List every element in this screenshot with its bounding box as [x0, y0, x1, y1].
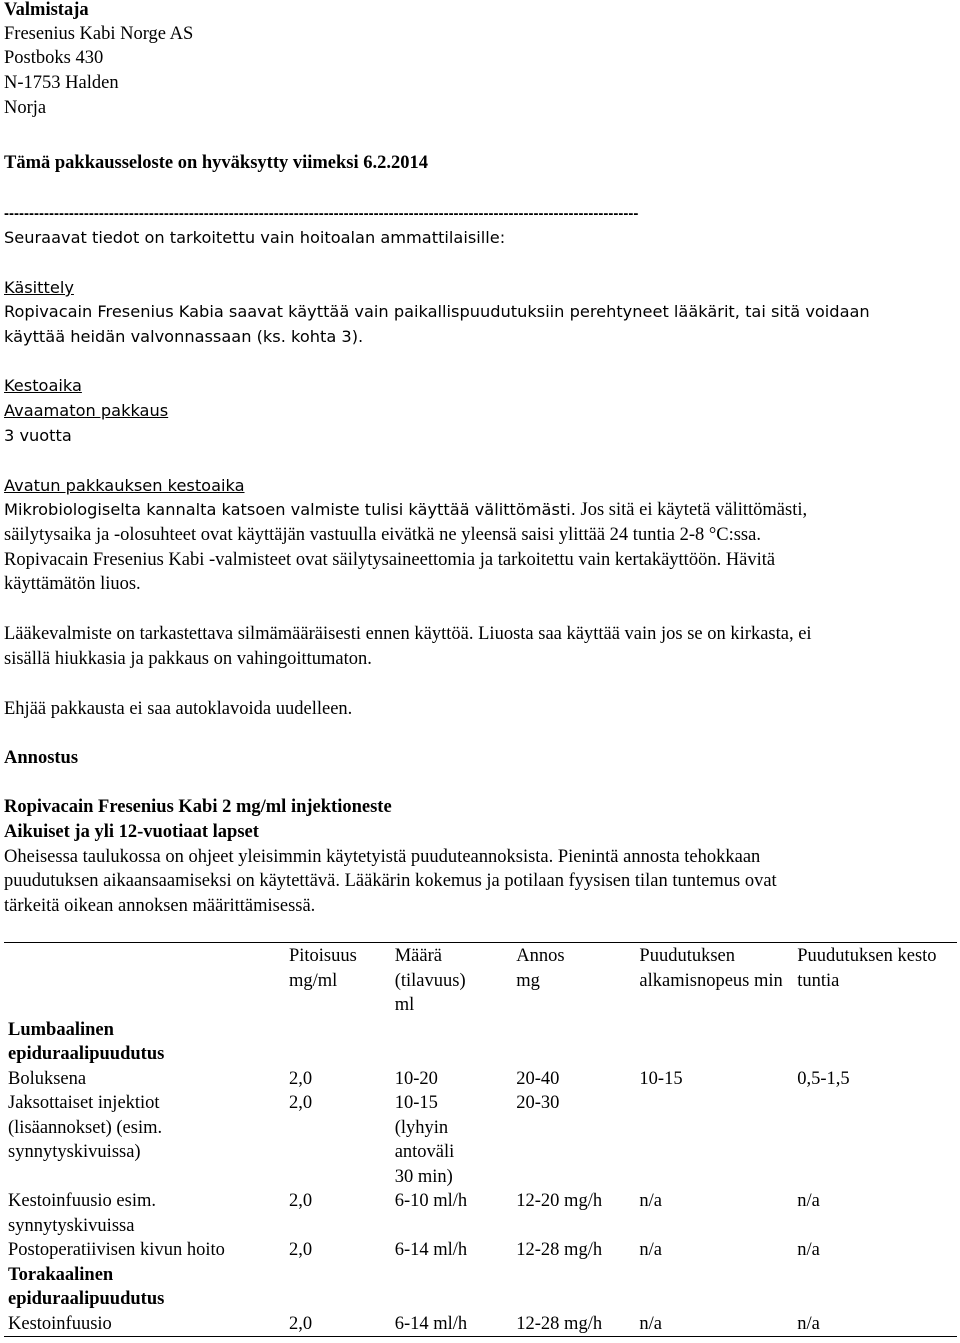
row-duration [797, 1091, 957, 1189]
header-duration [797, 943, 957, 1018]
opened-line-3: Ropivacain Fresenius Kabi -valmisteet ovat säilytysaineettomia ja tarkoitettu vain kertakäyttöön. Hävitä [4, 550, 776, 570]
row-concentration: 2,0 [288, 1313, 313, 1334]
row-label [4, 1091, 289, 1189]
row-volume-text: 10-15 (lyhyin antoväli 30 min) [394, 1093, 455, 1187]
row-concentration: 2,0 [288, 1191, 313, 1211]
section-label-lumbar-text: Lumbaalinen epiduraalipuudutus [8, 1019, 165, 1064]
table-row [4, 1312, 957, 1337]
table-row [4, 1091, 957, 1189]
row-onset: n/a [639, 1191, 663, 1211]
dosage-table [4, 942, 957, 1337]
row-onset [639, 1091, 797, 1189]
section-label-thoracic [4, 1263, 289, 1312]
shelf-life-heading: Kestoaika [4, 376, 82, 395]
row-concentration: 2,0 [288, 1068, 313, 1089]
table-row [4, 1067, 957, 1092]
dosage-heading: Annostus [4, 748, 79, 768]
approval-date: Tämä pakkausseloste on hyväksytty viimeksi 6.2.2014 [4, 153, 429, 173]
header-empty [4, 943, 289, 1018]
separator-line: ------------------------------------------------------------------------------------------------------------------------------- [4, 205, 639, 222]
header-onset [639, 943, 797, 1018]
row-dose: 12-20 mg/h [516, 1191, 603, 1211]
opened-line-1b: Jos sitä ei käytetä välittömästi, [575, 500, 808, 520]
header-dose-label: Annos mg [516, 946, 565, 991]
autoclave-note: Ehjää pakkausta ei saa autoklavoida uudelleen. [4, 699, 353, 719]
row-concentration: 2,0 [288, 1240, 313, 1260]
handling-heading: Käsittely [4, 278, 74, 297]
opened-line-1a: Mikrobiologiselta kannalta katsoen valmiste tulisi käyttää välittömästi. [4, 500, 576, 519]
row-onset: 10-15 [639, 1068, 683, 1089]
header-volume-label: Määrä (tilavuus) ml [394, 946, 466, 1015]
professional-intro: Seuraavat tiedot on tarkoitettu vain hoitoalan ammattilaisille: [4, 228, 506, 247]
row-volume [395, 1091, 517, 1189]
dosage-line-2: puudutuksen aikaansaamiseksi on käytettävä. Lääkärin kokemus ja potilaan fyysisen tilan tuntemus ovat [4, 871, 777, 891]
row-volume: 6-10 ml/h [394, 1191, 468, 1211]
section-row-thoracic [4, 1263, 957, 1312]
header-concentration-label: Pitoisuus mg/ml [288, 946, 357, 991]
row-duration: n/a [797, 1240, 820, 1260]
row-duration: 0,5-1,5 [797, 1068, 850, 1089]
row-onset: n/a [639, 1313, 663, 1334]
header-dose [516, 943, 639, 1018]
row-volume: 10-20 [394, 1068, 438, 1089]
row-dose: 20-30 [516, 1093, 560, 1113]
section-label-lumbar [4, 1018, 289, 1067]
row-label-text: Jaksottaiset injektiot (lisäannokset) (esim. synnytyskivuissa) [8, 1093, 163, 1162]
manufacturer-postbox: Postboks 430 [4, 48, 104, 68]
section-row-thoracic-empty [289, 1263, 957, 1312]
header-duration-label: Puudutuksen kesto tuntia [797, 946, 937, 991]
table-header-row [4, 943, 957, 1018]
dosage-line-3: tärkeitä oikean annoksen määrittämisessä. [4, 896, 316, 916]
row-concentration: 2,0 [288, 1093, 313, 1113]
inspection-line-2: sisällä hiukkasia ja pakkaus on vahingoittumaton. [4, 649, 372, 669]
inspection-line-1: Lääkevalmiste on tarkastettava silmämääräisesti ennen käyttöä. Liuosta saa käyttää vain jos se on kirkasta, ei [4, 624, 812, 644]
header-concentration [289, 943, 395, 1018]
dosage-line-1: Oheisessa taulukossa on ohjeet yleisimmin käytetyistä puuduteannoksista. Pienintä annosta tehokkaan [4, 847, 761, 867]
manufacturer-heading: Valmistaja [4, 0, 89, 20]
dosage-product: Ropivacain Fresenius Kabi 2 mg/ml injektioneste [4, 797, 392, 817]
row-onset: n/a [639, 1240, 663, 1260]
row-label [4, 1189, 289, 1238]
row-label-text: Kestoinfuusio esim. synnytyskivuissa [8, 1191, 156, 1236]
header-volume [395, 943, 517, 1018]
handling-text: Ropivacain Fresenius Kabia saavat käyttää vain paikallispuudutuksiin perehtyneet lääkärit, tai sitä voidaan käyttää heidän valvonnassaan (ks. kohta 3). [4, 302, 870, 346]
manufacturer-city: N-1753 Halden [4, 73, 119, 93]
header-onset-label: Puudutuksen alkamisnopeus min [639, 946, 783, 991]
row-duration: n/a [797, 1313, 820, 1334]
section-label-thoracic-text: Torakaalinen epiduraalipuudutus [8, 1264, 165, 1309]
row-dose: 12-28 mg/h [516, 1240, 603, 1260]
row-label: Boluksena [8, 1068, 87, 1089]
opened-line-1 [4, 498, 807, 523]
table-row [4, 1238, 957, 1263]
opened-heading: Avatun pakkauksen kestoaika [4, 476, 245, 495]
row-dose: 12-28 mg/h [516, 1313, 603, 1334]
manufacturer-name: Fresenius Kabi Norge AS [4, 24, 194, 44]
opened-line-2: säilytysaika ja -olosuhteet ovat käyttäjän vastuulla eivätkä ne yleensä saisi ylittää 24 tuntia 2-8 °C:ssa. [4, 525, 761, 545]
row-label: Postoperatiivisen kivun hoito [8, 1240, 225, 1260]
row-label: Kestoinfuusio [8, 1313, 112, 1334]
section-row-lumbar-empty [289, 1018, 957, 1067]
unopened-text: 3 vuotta [4, 426, 72, 445]
row-volume: 6-14 ml/h [394, 1240, 468, 1260]
dosage-population: Aikuiset ja yli 12-vuotiaat lapset [4, 822, 259, 842]
unopened-heading: Avaamaton pakkaus [4, 401, 169, 420]
manufacturer-country: Norja [4, 98, 47, 118]
table-row [4, 1189, 957, 1238]
section-row-lumbar [4, 1018, 957, 1067]
row-duration: n/a [797, 1191, 820, 1211]
row-volume: 6-14 ml/h [394, 1313, 468, 1334]
row-dose: 20-40 [516, 1068, 560, 1089]
opened-line-4: käyttämätön liuos. [4, 574, 141, 594]
